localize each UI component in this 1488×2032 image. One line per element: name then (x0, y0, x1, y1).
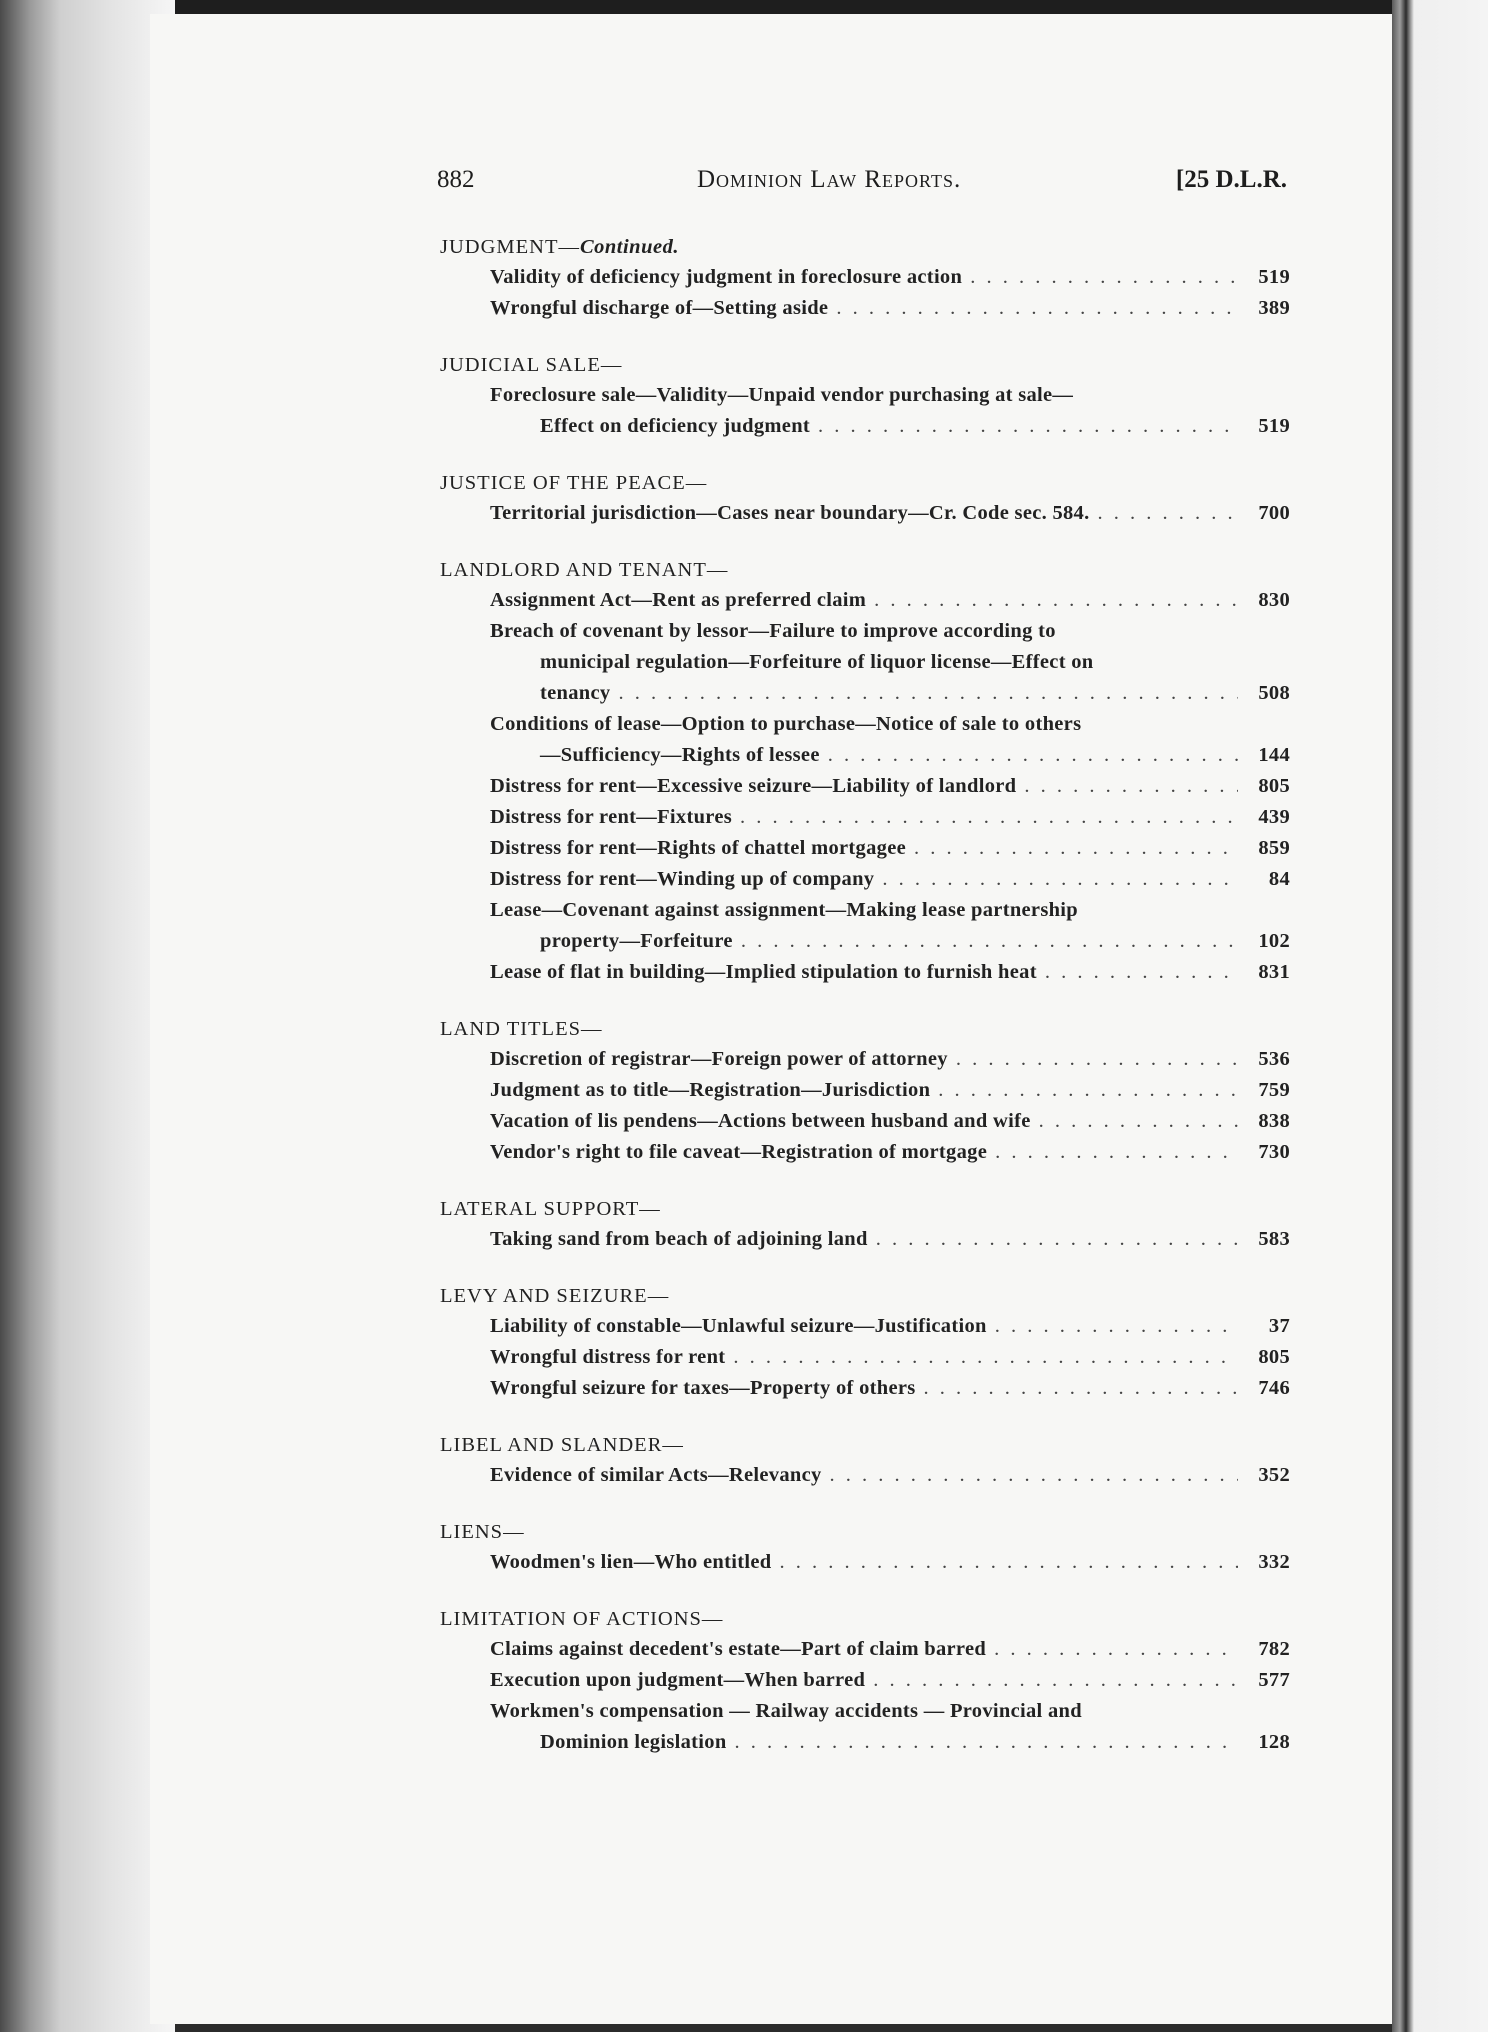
index-heading (440, 468, 1290, 498)
dot-leader (735, 1727, 1238, 1758)
index-entry (440, 411, 1290, 442)
dot-leader (1024, 771, 1238, 802)
index-entry (440, 1224, 1290, 1255)
index-entry-text: Distress for rent—Fixtures (490, 806, 732, 828)
index-entry-text: Discretion of registrar—Foreign power of attorney (490, 1048, 948, 1070)
index-entry-line: Lease—Covenant against assignment—Making lease partnership (490, 899, 1079, 921)
index-entry-text: Vacation of lis pendens—Actions between husband and wife (490, 1110, 1031, 1132)
dot-leader (830, 1460, 1238, 1491)
index-entry-text: Vendor's right to file caveat—Registration of mortgage (490, 1141, 988, 1163)
index-heading (440, 1604, 1290, 1634)
page-reference: 759 (1258, 1079, 1290, 1101)
index-entry (440, 1106, 1290, 1137)
index-entry-text: Distress for rent—Rights of chattel mortgagee (490, 837, 907, 859)
page-number: 882 (437, 166, 475, 193)
page-reference: 859 (1258, 837, 1290, 859)
index-entry-text: Dominion legislation (540, 1731, 727, 1753)
page-reference: 831 (1258, 961, 1290, 983)
index-entry (440, 864, 1290, 895)
page-reference: 838 (1258, 1110, 1290, 1132)
dot-leader (1039, 1106, 1238, 1137)
dot-leader (874, 585, 1238, 616)
index-entry (440, 802, 1290, 833)
book-page-edges (0, 0, 175, 2032)
dot-leader (924, 1373, 1238, 1404)
index-entry (440, 957, 1290, 988)
index-heading-text: LANDLORD AND TENANT— (440, 559, 729, 581)
page-reference: 583 (1258, 1228, 1290, 1250)
dot-leader (818, 411, 1238, 442)
index-heading (440, 1430, 1290, 1460)
index-entry-text: Validity of deficiency judgment in foreclosure action (490, 266, 963, 288)
index-entry (440, 262, 1290, 293)
dot-leader (956, 1044, 1238, 1075)
index-entry (440, 1075, 1290, 1106)
index-entry-text: Evidence of similar Acts—Relevancy (490, 1464, 822, 1486)
page-reference: 84 (1268, 868, 1290, 890)
index-entry (440, 926, 1290, 957)
index-entry-text: Woodmen's lien—Who entitled (490, 1551, 772, 1573)
index-entry-text: Claims against decedent's estate—Part of claim barred (490, 1638, 987, 1660)
index-entry-text: Assignment Act—Rent as preferred claim (490, 589, 867, 611)
dot-leader (938, 1075, 1238, 1106)
index-entry (440, 1634, 1290, 1665)
page-reference: 128 (1258, 1731, 1290, 1753)
page-reference: 577 (1258, 1669, 1290, 1691)
page-reference: 730 (1258, 1141, 1290, 1163)
index-entry-text: Lease of flat in building—Implied stipulation to furnish heat (490, 961, 1037, 983)
index-heading (440, 1281, 1290, 1311)
index-entry (440, 1665, 1290, 1696)
page-reference: 536 (1258, 1048, 1290, 1070)
dot-leader (618, 678, 1238, 709)
index-entry-text: Territorial jurisdiction—Cases near boundary—Cr. Code sec. 584. (490, 502, 1090, 524)
index-entry-text: Wrongful seizure for taxes—Property of others (490, 1377, 916, 1399)
index-heading-text: LIMITATION OF ACTIONS— (440, 1608, 724, 1630)
heading-continued-label: Continued. (579, 236, 679, 258)
index-entry (440, 1460, 1290, 1491)
index-entry-line: municipal regulation—Forfeiture of liquor license—Effect on (540, 651, 1094, 673)
index-heading-text: LATERAL SUPPORT— (440, 1198, 661, 1220)
page-reference: 805 (1258, 775, 1290, 797)
index-heading-text: LIENS— (440, 1521, 525, 1543)
publication-title: Dominion Law Reports. (697, 166, 962, 193)
page-reference: 332 (1258, 1551, 1290, 1573)
index-entry (440, 771, 1290, 802)
page-reference: 102 (1258, 930, 1290, 952)
index-entry (440, 293, 1290, 324)
index-heading (440, 232, 1290, 262)
index-heading-text: JUDGMENT— (440, 236, 580, 258)
index-heading (440, 350, 1290, 380)
dot-leader (873, 1665, 1238, 1696)
index-heading (440, 1014, 1290, 1044)
dot-leader (741, 926, 1238, 957)
index-entry (440, 1547, 1290, 1578)
index-heading-text: LIBEL AND SLANDER— (440, 1434, 684, 1456)
page-reference: 805 (1258, 1346, 1290, 1368)
dot-leader (733, 1342, 1238, 1373)
page-reference: 746 (1258, 1377, 1290, 1399)
index-entry (440, 1311, 1290, 1342)
page-reference: 144 (1258, 744, 1290, 766)
index-entry-text: Distress for rent—Winding up of company (490, 868, 875, 890)
page-reference: 700 (1258, 502, 1290, 524)
index-entry (440, 1044, 1290, 1075)
page-reference: 352 (1258, 1464, 1290, 1486)
index-heading-text: JUDICIAL SALE— (440, 354, 623, 376)
index-entry (440, 1373, 1290, 1404)
running-header (437, 166, 1287, 206)
page-reference: 37 (1268, 1315, 1290, 1337)
page-reference: 508 (1258, 682, 1290, 704)
dot-leader (836, 293, 1238, 324)
index-entry (440, 498, 1290, 529)
index-entry-line: Workmen's compensation — Railway accidents — Provincial and (490, 1700, 1082, 1722)
index-entry-text: Judgment as to title—Registration—Jurisdiction (490, 1079, 931, 1101)
page-reference: 389 (1258, 297, 1290, 319)
index-entry-text: Distress for rent—Excessive seizure—Liability of landlord (490, 775, 1017, 797)
dot-leader (994, 1634, 1238, 1665)
page-reference: 519 (1258, 415, 1290, 437)
index-entry (440, 585, 1290, 616)
index-entry (440, 740, 1290, 771)
index-content (440, 232, 1290, 1758)
dot-leader (740, 802, 1238, 833)
volume-reference: [25 D.L.R. (1175, 166, 1287, 193)
dot-leader (995, 1137, 1238, 1168)
index-entry-text: Effect on deficiency judgment (540, 415, 811, 437)
index-entry (440, 1137, 1290, 1168)
index-entry-text: Wrongful discharge of—Setting aside (490, 297, 829, 319)
index-entry-text: Liability of constable—Unlawful seizure—Justification (490, 1315, 987, 1337)
dot-leader (995, 1311, 1238, 1342)
dot-leader (876, 1224, 1238, 1255)
index-heading-text: LAND TITLES— (440, 1018, 603, 1040)
index-entry (440, 833, 1290, 864)
dot-leader (828, 740, 1238, 771)
index-entry-text: property—Forfeiture (540, 930, 733, 952)
dot-leader (970, 262, 1238, 293)
page-reference: 439 (1258, 806, 1290, 828)
index-entry (440, 1342, 1290, 1373)
index-heading (440, 1194, 1290, 1224)
page-reference: 830 (1258, 589, 1290, 611)
index-entry (440, 1727, 1290, 1758)
index-entry (440, 678, 1290, 709)
index-entry-text: tenancy (540, 682, 611, 704)
index-heading (440, 1517, 1290, 1547)
index-entry-text: Execution upon judgment—When barred (490, 1669, 866, 1691)
index-heading (440, 555, 1290, 585)
index-entry-text: Taking sand from beach of adjoining land (490, 1228, 868, 1250)
book-spine (1392, 0, 1488, 2032)
dot-leader (1098, 498, 1238, 529)
dot-leader (1045, 957, 1238, 988)
index-entry-text: Wrongful distress for rent (490, 1346, 726, 1368)
dot-leader (882, 864, 1238, 895)
index-heading-text: JUSTICE OF THE PEACE— (440, 472, 708, 494)
index-entry-line: Conditions of lease—Option to purchase—Notice of sale to others (490, 713, 1082, 735)
index-entry-line: Foreclosure sale—Validity—Unpaid vendor purchasing at sale— (490, 384, 1074, 406)
dot-leader (914, 833, 1238, 864)
index-entry-text: —Sufficiency—Rights of lessee (540, 744, 820, 766)
index-entry-line: Breach of covenant by lessor—Failure to improve according to (490, 620, 1056, 642)
scan-top-border (0, 0, 1488, 14)
page-reference: 519 (1258, 266, 1290, 288)
dot-leader (779, 1547, 1238, 1578)
page-reference: 782 (1258, 1638, 1290, 1660)
index-heading-text: LEVY AND SEIZURE— (440, 1285, 670, 1307)
